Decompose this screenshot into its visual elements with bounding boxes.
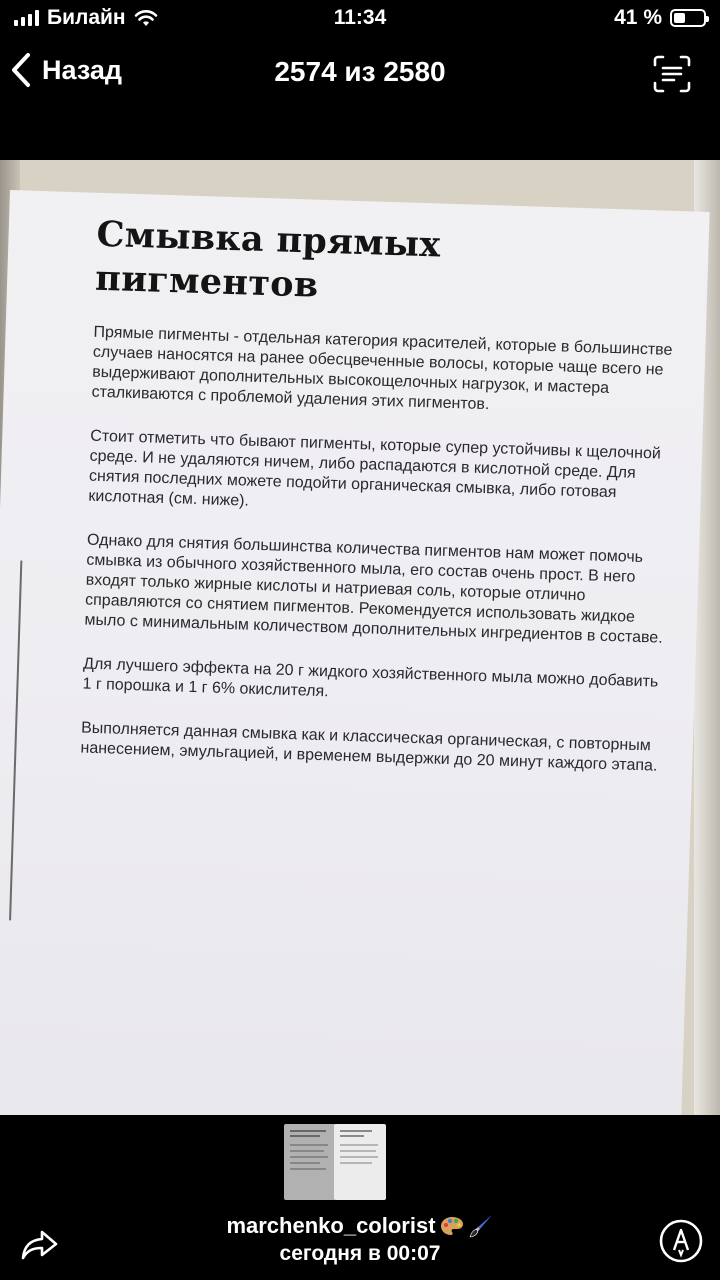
article-paragraph: Для лучшего эффекта на 20 г жидкого хозяйственного мыла можно добавить 1 г порошка и 1 г 6% окислителя.	[82, 655, 659, 701]
back-label: Назад	[42, 54, 123, 85]
status-bar	[0, 0, 720, 38]
carrier-name: Билайн	[47, 6, 126, 29]
thumbnail-previous[interactable]	[284, 1124, 336, 1200]
article-paragraph: Выполняется данная смывка как и классическая органическая, с повторным нанесением, эмульгацией, и временем выдержки до 20 минут каждого этапа.	[80, 719, 658, 775]
author-name: marchenko_colorist	[226, 1213, 436, 1238]
page-margin-line	[9, 561, 22, 921]
paintbrush-icon	[468, 1213, 494, 1239]
battery-icon	[670, 9, 706, 27]
markup-pen-icon[interactable]	[658, 1218, 704, 1264]
book-page	[0, 190, 710, 1115]
clock: 11:34	[333, 6, 387, 29]
article-paragraph: Однако для снятия большинства количества пигментов нам может помочь смывка из обычного хозяйственного мыла, его состав очень прост. В него входят только жирные кислоты и натриевая соль, которые отлично справляются со снятием пигментов. Рекомендуется использовать жидкое мыло с минимальным количеством дополнительных ингредиентов в составе.	[84, 531, 663, 647]
thumbnail-strip	[0, 1124, 720, 1204]
photo-counter: 2574 из 2580	[274, 56, 446, 87]
author-line	[0, 1213, 720, 1239]
article-title: Смывка прямых пигментов	[94, 213, 442, 306]
photo-viewer[interactable]	[0, 160, 720, 1115]
article-paragraph: Прямые пигменты - отдельная категория красителей, которые в большинстве случаев наносятся на ранее обесцвеченные волосы, которые чаще всего не выдерживают дополнительных высокощелочных нагрузок, и мастера сталкиваются с проблемой удаления этих пигментов.	[91, 323, 673, 414]
viewer-header	[0, 44, 720, 104]
battery-level	[674, 13, 685, 23]
article-paragraph: Стоит отметить что бывают пигменты, которые супер устойчивы к щелочной среде. И не удаляются ничем, либо распадаются в кислотной среде. Для снятия последних можете подойти органическая смывка, либо готовая кислотная (см. ниже).	[88, 427, 662, 510]
post-date: сегодня в 00:07	[279, 1242, 441, 1265]
article	[80, 213, 677, 777]
palette-icon	[440, 1215, 464, 1237]
text-scan-icon[interactable]	[652, 54, 692, 94]
battery-percent: 41 %	[614, 6, 662, 29]
thumbnail-current[interactable]	[334, 1124, 386, 1200]
